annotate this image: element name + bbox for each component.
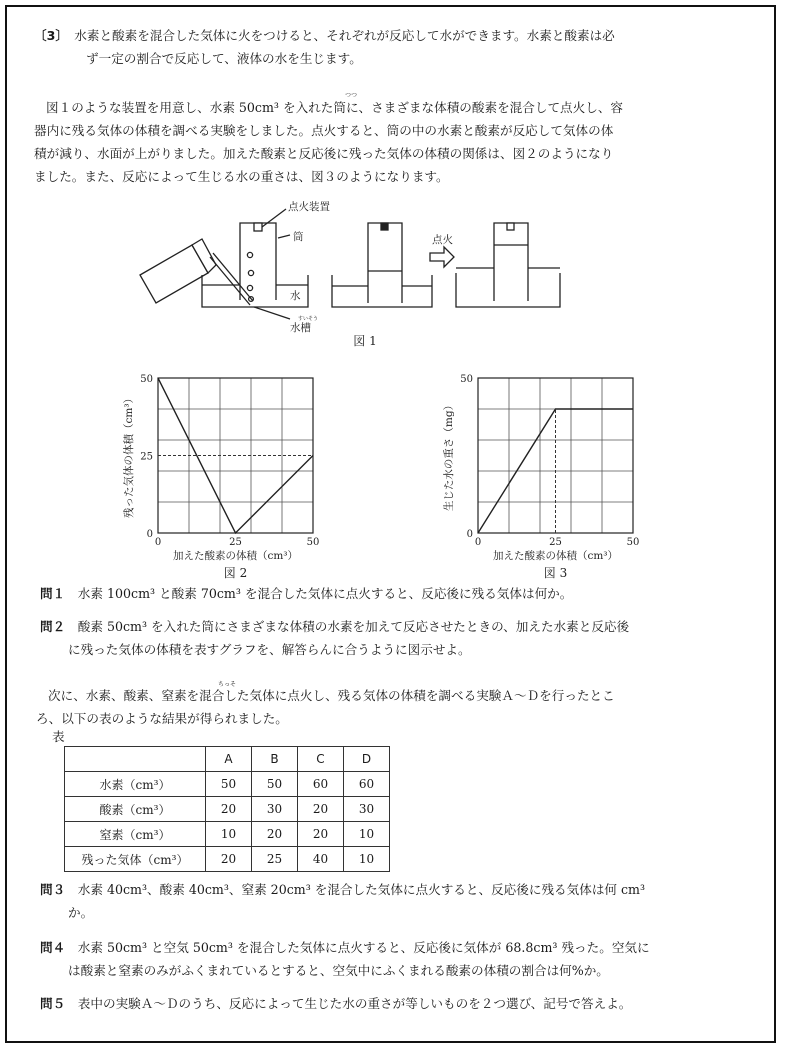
x-axis-label: 加えた酸素の体積（cm³） — [492, 550, 619, 562]
figure-1-caption: 図 1 — [353, 334, 377, 348]
y-tick-label: 50 — [460, 374, 473, 385]
water-tank-3 — [456, 223, 560, 307]
y-tick-label: 0 — [466, 529, 473, 540]
x-tick-label: 25 — [549, 537, 562, 548]
label-tube: 筒 — [293, 231, 304, 243]
figure-caption: 図 3 — [543, 566, 568, 580]
water-tank-2 — [332, 223, 432, 307]
table-row: 水素（cm³） 50 50 60 60 — [65, 772, 390, 797]
experiment-paragraph: 図１のような装置を用意し、水素 50cm³ を入れた筒に、さまざまな体積の酸素を混合して点火し、容 器内に残る気体の体積を調べる実験をしました。点火すると、筒の中の水素と酸素が反応して気体の体 積が減り、水面が上がりました。加えた酸素と反応後に残った気体の体積の関係は、図２のようになり ました。また、反応によって生じる水の重さは、図３のようになります。 — [34, 100, 624, 184]
q4-label: 問４ — [40, 940, 66, 955]
table-label: 表 — [52, 729, 65, 744]
figure-2-chart — [100, 360, 360, 585]
gas-cylinder-icon — [140, 239, 253, 305]
label-igniter: 点火装置 — [288, 201, 330, 213]
y-axis-label: 残った気体の体積（cm³） — [123, 392, 135, 519]
x-axis-label: 加えた酸素の体積（cm³） — [172, 550, 299, 562]
ruby-tsutsu: つつ — [345, 92, 358, 99]
next-paragraph: 次に、水素、酸素、窒素を混合した気体に点火し、残る気体の体積を調べる実験Ａ～Ｄを行ったとこ ろ、以下の表のような結果が得られました。 — [36, 688, 615, 726]
y-tick-label: 0 — [146, 529, 153, 540]
label-water: 水 — [290, 290, 301, 302]
intro-paragraph: 〔3〕 水素と酸素を混合した気体に火をつけると、それぞれが反応して水ができます。水素と酸素は必 ず一定の割合で反応して、液体の水を生じます。 — [34, 28, 615, 66]
q1-label: 問１ — [40, 586, 66, 601]
table-row: 酸素（cm³） 20 30 20 30 — [65, 797, 390, 822]
y-axis-label: 生じた水の重さ（mg） — [443, 399, 455, 512]
question-1: 問１ 水素 100cm³ と酸素 70cm³ を混合した気体に点火すると、反応後に残る気体は何か。 — [40, 586, 573, 601]
tube-1 — [240, 223, 276, 301]
figure-3-chart — [420, 360, 680, 585]
table-header-row: A B C D — [65, 747, 390, 772]
ignite-arrow-icon — [430, 247, 454, 267]
question-2: 問２ 酸素 50cm³ を入れた筒にさまざまな体積の水素を加えて反応させたときの、加えた水素と反応後 に残った気体の体積を表すグラフを、解答らんに合うように図示せよ。 — [40, 619, 630, 657]
q2-label: 問２ — [40, 619, 66, 634]
section-label: 〔3〕 — [34, 28, 62, 43]
question-3: 問３ 水素 40cm³、酸素 40cm³、窒素 20cm³ を混合した気体に点火すると、反応後に残る気体は何 cm³ か。 — [40, 882, 646, 920]
ruby-suisou: すいそう — [298, 316, 319, 322]
figure-caption: 図 2 — [223, 566, 248, 580]
ruby-chisso: ちっそ — [218, 681, 237, 688]
results-table — [64, 746, 390, 872]
figure-1-apparatus — [130, 195, 600, 355]
table-row: 窒素（cm³） 10 20 20 10 — [65, 822, 390, 847]
y-tick-label: 25 — [140, 451, 153, 463]
y-tick-label: 50 — [140, 374, 153, 385]
x-tick-label: 0 — [474, 537, 482, 548]
table-row: 残った気体（cm³） 20 25 40 10 — [65, 847, 390, 872]
x-tick-label: 25 — [229, 537, 242, 548]
label-ignite: 点火 — [432, 234, 453, 246]
x-tick-label: 50 — [306, 537, 320, 548]
q3-label: 問３ — [40, 882, 66, 897]
label-tank: 水槽 — [290, 322, 311, 334]
question-4: 問４ 水素 50cm³ と空気 50cm³ を混合した気体に点火すると、反応後に気体が 68.8cm³ 残った。空気に は酸素と窒素のみがふくまれているとすると、空気中にふくまれる酸素の体積の割合は何%か。 — [40, 940, 650, 978]
q5-label: 問５ — [40, 996, 66, 1011]
x-tick-label: 0 — [154, 537, 162, 548]
question-5: 問５ 表中の実験Ａ～Ｄのうち、反応によって生じた水の重さが等しいものを２つ選び、記号で答えよ。 — [40, 996, 632, 1011]
x-tick-label: 50 — [626, 537, 640, 548]
